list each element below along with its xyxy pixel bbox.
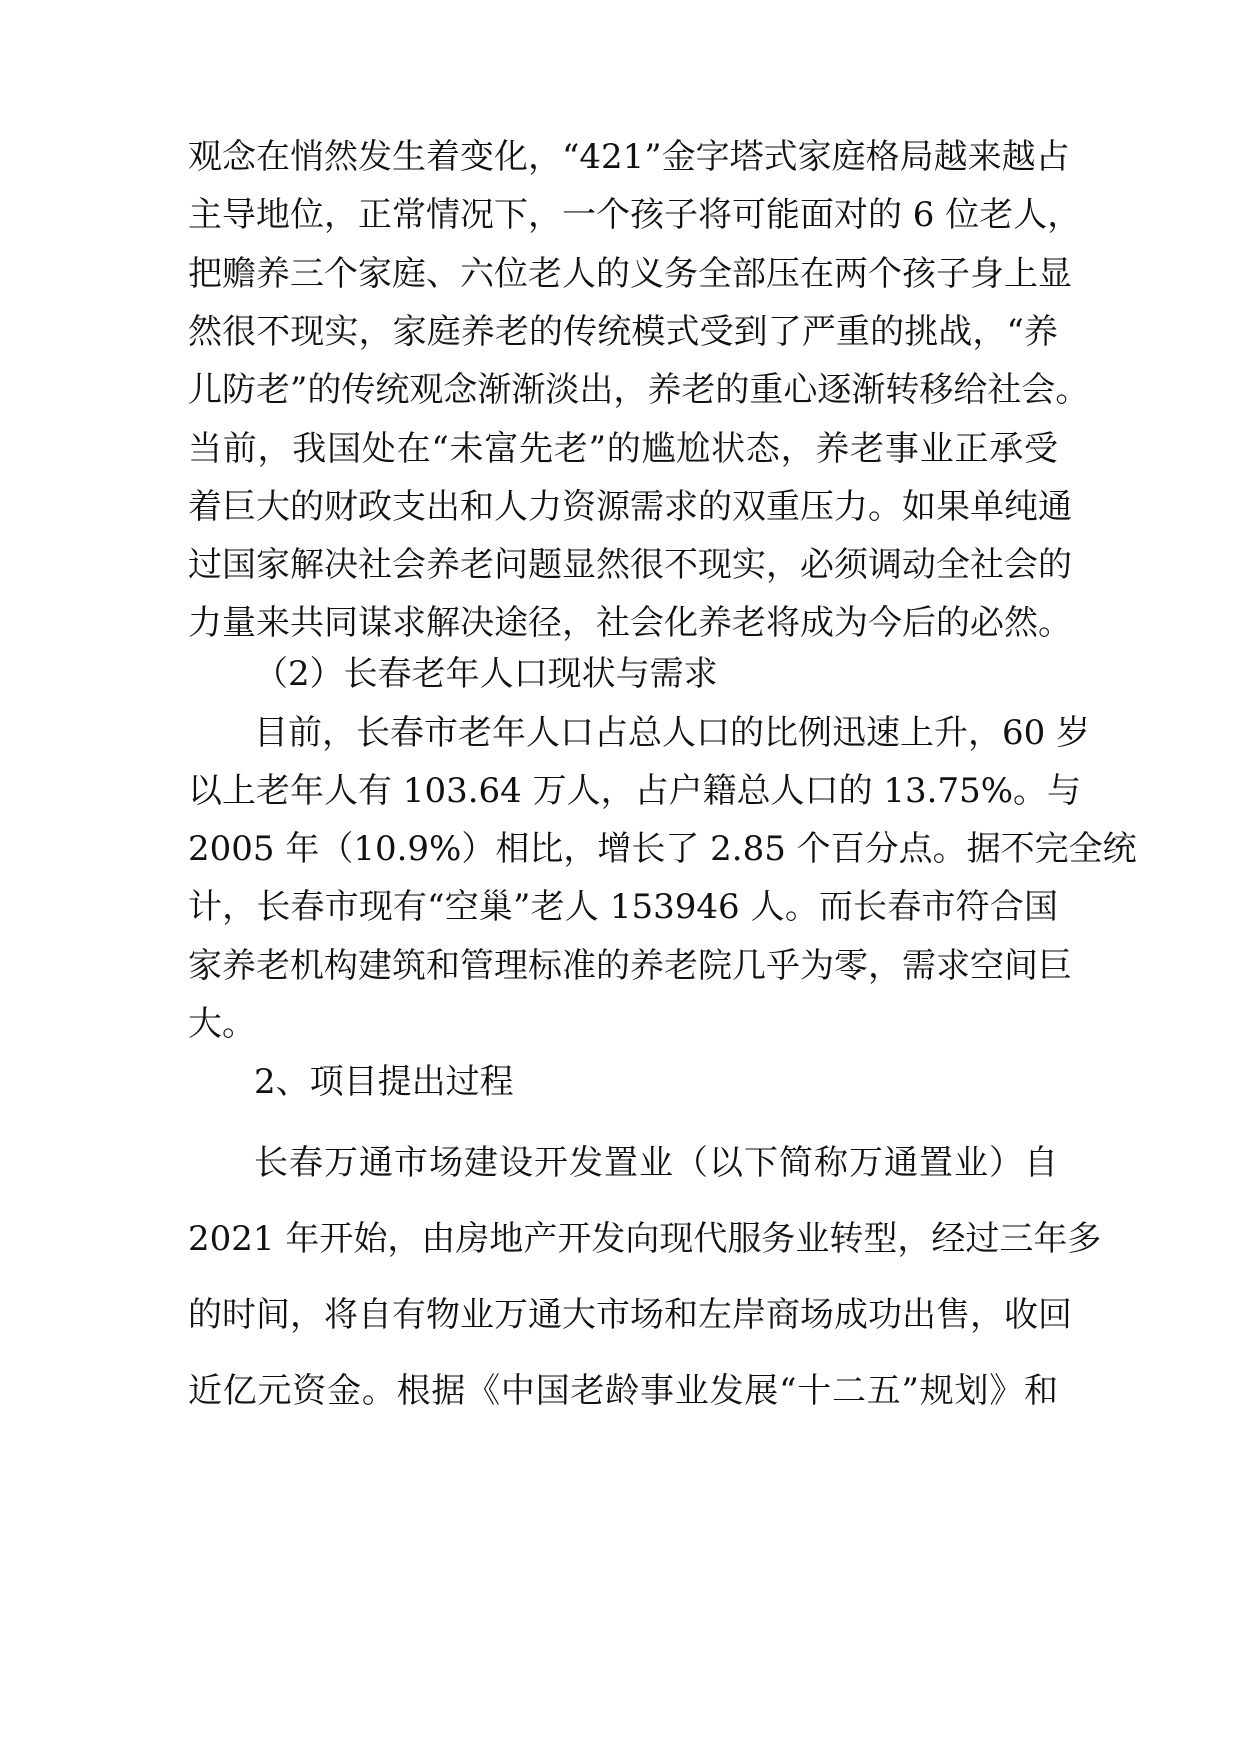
text-line-19: 2021 年开始，由房地产开发向现代服务业转型，经过三年多	[188, 1219, 1102, 1259]
text-line-15: 家养老机构建筑和管理标准的养老院几乎为零，需求空间巨	[188, 946, 1072, 986]
text-line-3: 把赡养三个家庭、六位老人的义务全部压在两个孩子身上显	[188, 254, 1072, 294]
text-line-13: 2005 年（10.9%）相比，增长了 2.85 个百分点。据不完全统	[188, 829, 1137, 869]
section-heading-project: 2、项目提出过程	[254, 1062, 514, 1102]
text-line-18: 长春万通市场建设开发置业（以下简称万通置业）自	[254, 1143, 1058, 1183]
text-line-20: 的时间，将自有物业万通大市场和左岸商场成功出售，收回	[188, 1295, 1072, 1335]
text-line-8: 过国家解决社会养老问题显然很不现实，必须调动全社会的	[188, 545, 1072, 585]
text-line-21: 近亿元资金。根据《中国老龄事业发展“十二五”规划》和	[188, 1371, 1058, 1411]
text-line-14: 计，长春市现有“空巢”老人 153946 人。而长春市符合国	[188, 887, 1058, 927]
text-line-9: 力量来共同谋求解决途径，社会化养老将成为今后的必然。	[188, 603, 1072, 643]
text-line-6: 当前，我国处在“未富先老”的尴尬状态，养老事业正承受	[188, 429, 1058, 469]
text-line-5: 儿防老”的传统观念渐渐淡出，养老的重心逐渐转移给社会。	[188, 370, 1090, 410]
text-line-1: 观念在悄然发生着变化，“421”金字塔式家庭格局越来越占	[188, 137, 1070, 177]
text-line-4: 然很不现实，家庭养老的传统模式受到了严重的挑战，“养	[188, 312, 1058, 352]
text-line-12: 以上老年人有 103.64 万人，占户籍总人口的 13.75%。与	[188, 771, 1082, 811]
text-line-7: 着巨大的财政支出和人力资源需求的双重压力。如果单纯通	[188, 487, 1072, 527]
text-line-11: 目前，长春市老年人口占总人口的比例迅速上升，60 岁	[254, 713, 1091, 753]
section-heading-2: （2）长春老年人口现状与需求	[254, 654, 718, 694]
text-line-16: 大。	[188, 1004, 256, 1044]
text-line-2: 主导地位，正常情况下，一个孩子将可能面对的 6 位老人，	[188, 195, 1082, 235]
